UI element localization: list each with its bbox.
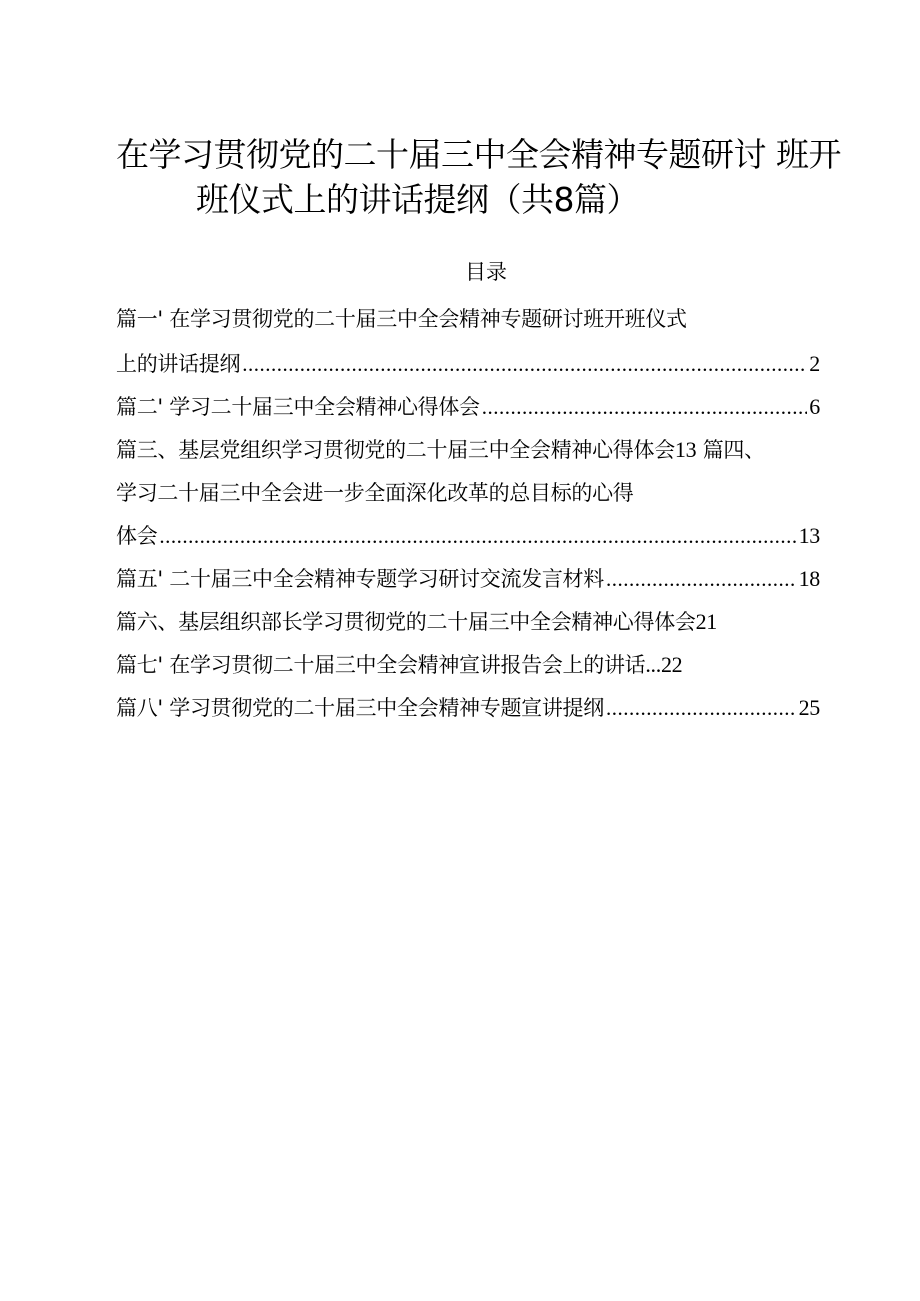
toc-entry-4-line-2[interactable] — [116, 522, 820, 550]
document-title-line-1: 在学习贯彻党的二十届三中全会精神专题研讨 班开 — [116, 135, 841, 174]
toc-entry-1-line-2[interactable] — [116, 350, 820, 378]
toc-entry-5[interactable] — [116, 565, 820, 593]
toc-entry-4-label: 篇四、 — [696, 438, 765, 462]
toc-leader-dots — [482, 393, 808, 421]
toc-entry-4-page: 13 — [798, 523, 820, 548]
toc-entry-8[interactable] — [116, 694, 820, 722]
toc-entry-2-title: 篇二' 学习二十届三中全会精神心得体会 — [116, 395, 480, 419]
toc-entry-4-title-cont: 体会 — [116, 524, 158, 548]
toc-entry-5-title: 篇五' 二十届三中全会精神专题学习研讨交流发言材料 — [116, 567, 604, 591]
toc-heading: 目录 — [465, 260, 507, 284]
toc-entry-1-title: 篇一' 在学习贯彻党的二十届三中全会精神专题研讨班开班仪式 — [116, 307, 687, 331]
toc-entry-8-page: 25 — [798, 695, 820, 720]
toc-entry-4-line-1[interactable] — [116, 479, 634, 507]
toc-entry-1-line-1[interactable] — [116, 305, 687, 333]
toc-entry-6-title: 篇六、基层组织部长学习贯彻党的二十届三中全会精神心得体会 — [116, 610, 696, 634]
toc-entry-3-page: 13 — [674, 437, 697, 462]
document-title-line-2: 班仪式上的讲话提纲（共8篇） — [196, 180, 639, 219]
toc-entry-6-page: 21 — [695, 609, 718, 634]
toc-entry-2[interactable] — [116, 393, 820, 421]
toc-entry-8-title: 篇八' 学习贯彻党的二十届三中全会精神专题宣讲提纲 — [116, 696, 604, 720]
toc-leader-dots — [159, 522, 796, 550]
toc-entry-1-title-cont: 上的讲话提纲 — [116, 352, 241, 376]
toc-entry-7-page: 22 — [660, 652, 683, 677]
toc-entry-4-title: 学习二十届三中全会进一步全面深化改革的总目标的心得 — [116, 481, 634, 505]
toc-leader-dots — [606, 694, 797, 722]
toc-entry-7[interactable] — [116, 651, 682, 679]
toc-leader-dots — [606, 565, 797, 593]
toc-entry-7-dots: ... — [645, 652, 661, 677]
toc-leader-dots — [242, 350, 807, 378]
toc-entry-1-page: 2 — [809, 351, 820, 376]
toc-entry-3[interactable] — [116, 436, 765, 464]
toc-entry-7-title: 篇七' 在学习贯彻二十届三中全会精神宣讲报告会上的讲话 — [116, 653, 646, 677]
toc-entry-3-title: 篇三、基层党组织学习贯彻党的二十届三中全会精神心得体会 — [116, 438, 675, 462]
toc-entry-5-page: 18 — [798, 566, 820, 591]
toc-entry-6[interactable] — [116, 608, 717, 636]
toc-entry-2-page: 6 — [809, 394, 820, 419]
